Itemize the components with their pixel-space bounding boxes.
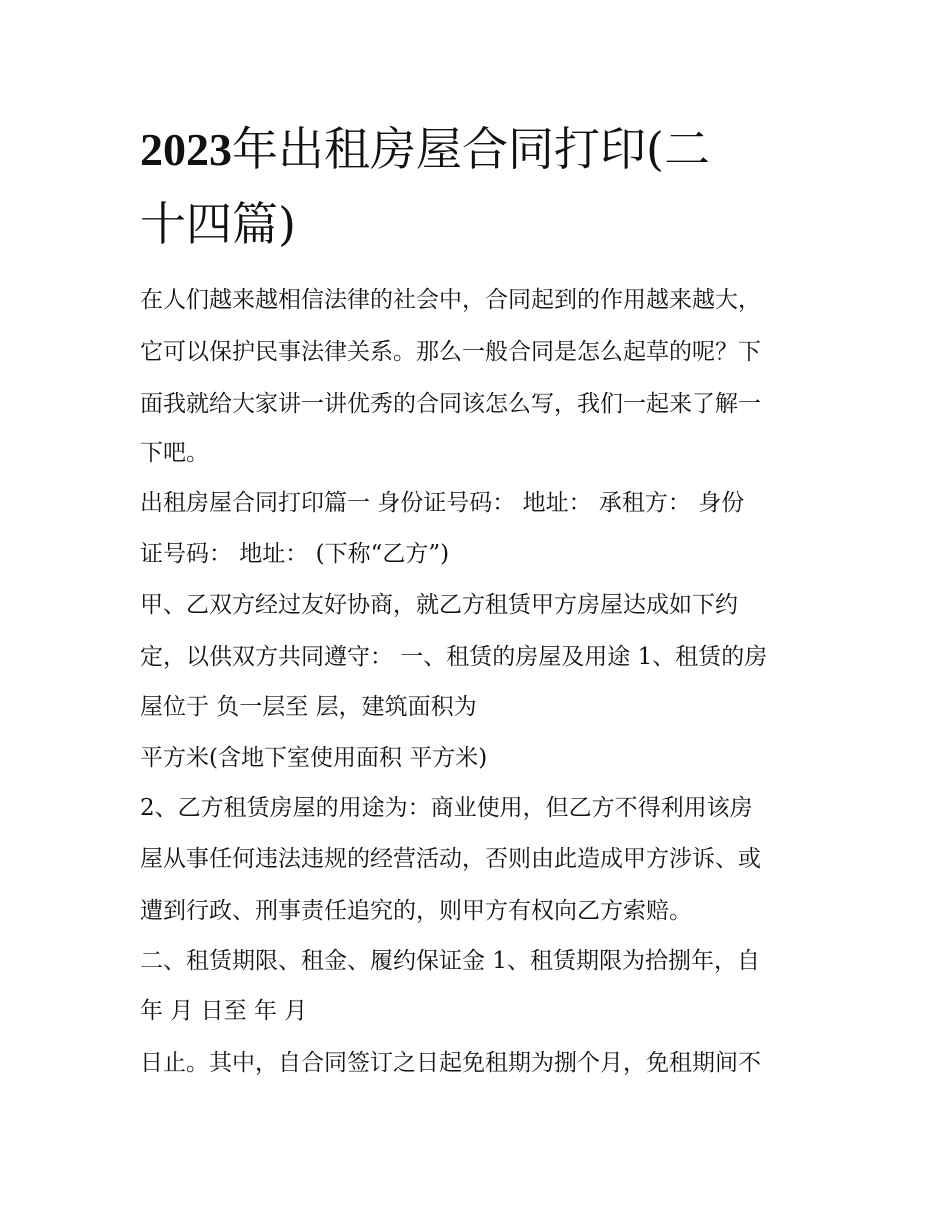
document-title — [140, 112, 820, 261]
body-line-7: 甲、乙双方经过友好协商，就乙方租赁甲方房屋达成如下约 — [140, 592, 738, 618]
body-line-14: 二、租赁期限、租金、履约保证金 1、租赁期限为拾捌年，自 — [140, 948, 760, 974]
body-line-9: 屋位于 负一层至 层，建筑面积为 — [140, 694, 477, 720]
body-line-13: 遭到行政、刑事责任追究的，则甲方有权向乙方索赔。 — [140, 898, 692, 924]
title-line2-text: 十四篇) — [140, 197, 296, 251]
body-line-16: 日止。其中，自合同签订之日起免租期为捌个月，免租期间不 — [140, 1050, 761, 1076]
body-line-6: 证号码： 地址： (下称“乙方”) — [140, 541, 450, 567]
title-line1-text: 年出租房屋合同打印(二 — [232, 122, 710, 176]
body-line-1: 在人们越来越相信法律的社会中，合同起到的作用越来越大， — [140, 287, 761, 313]
body-line-3: 面我就给大家讲一讲优秀的合同该怎么写，我们一起来了解一 — [140, 391, 761, 417]
body-line-2: 它可以保护民事法律关系。那么一般合同是怎么起草的呢？下 — [140, 339, 761, 365]
body-line-11: 2、乙方租赁房屋的用途为：商业使用，但乙方不得利用该房 — [140, 795, 753, 821]
body-line-4: 下吧。 — [140, 440, 209, 466]
body-line-5: 出租房屋合同打印篇一 身份证号码： 地址： 承租方： 身份 — [140, 490, 745, 516]
body-line-15: 年 月 日至 年 月 — [140, 998, 308, 1024]
title-year: 2023 — [140, 124, 232, 175]
body-line-8: 定，以供双方共同遵守： 一、租赁的房屋及用途 1、租赁的房 — [140, 644, 768, 670]
body-line-10: 平方米(含地下室使用面积 平方米) — [140, 745, 488, 771]
body-line-12: 屋从事任何违法违规的经营活动，否则由此造成甲方涉诉、或 — [140, 846, 761, 872]
